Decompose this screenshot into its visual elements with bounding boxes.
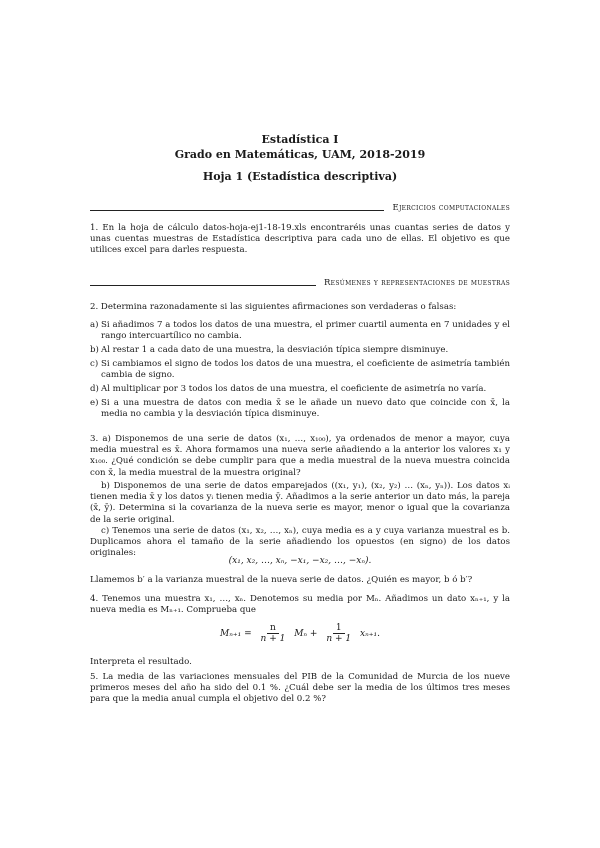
section-heading-computational: [90, 203, 510, 213]
exercise-4-equation: Mₙ₊₁ = $\frac{n}{n + 1}$ Mₙ + $\frac{1}{n + 1}$ xₙ₊₁.: [220, 623, 380, 644]
exercise-2-item-c: c) Si cambiamos el signo de todos los datos de una muestra, el coeficiente de asimetría también cambia de signo.: [90, 359, 510, 381]
course-title: Estadística I: [261, 133, 339, 146]
exercise-4: 4. Tenemos una muestra x₁, …, xₙ. Denotemos su media por Mₙ. Añadimos un dato xₙ₊₁, y la nueva media es Mₙ₊₁. Comprueba que: [90, 594, 510, 616]
exercise-4-interpret: Interpreta el resultado.: [90, 657, 192, 667]
exercise-3-question: Llamemos b′ a la varianza muestral de la nueva serie de datos. ¿Quién es mayor, b ó b′?: [90, 575, 473, 585]
fraction-1-over-n-plus-1: $\frac{1}{n + 1}$: [326, 623, 352, 644]
degree-title: Grado en Matemáticas, UAM, 2018-2019: [174, 148, 426, 161]
section-title: Resúmenes y representaciones de muestras: [323, 278, 510, 288]
exercise-5: 5. La media de las variaciones mensuales del PIB de la Comunidad de Murcia de los nueve primeros meses del año ha sido del 0.1 %. ¿Cuál debe ser la media de los últimos tres meses para que la media anual cumpla el objetivo del 0.2 %?: [90, 672, 510, 705]
section-rule: [90, 285, 316, 286]
exercise-3b: b) Disponemos de una serie de datos emparejados ((x₁, y₁), (x₂, y₂) … (xₙ, yₙ)). Los datos xᵢ tienen media x̄ y los datos yᵢ tienen media ȳ. Añadimos a la serie anterior un dato más, la pareja (x̄, ȳ). Determina si la covarianza de la nueva serie es mayor, menor o igual que la covarianza de la serie original.: [90, 481, 510, 525]
exercise-3a: 3. a) Disponemos de una serie de datos (x₁, …, x₁₀₀), ya ordenados de menor a mayor, cuya media muestral es x̄. Ahora formamos una nueva serie añadiendo a la anterior los valores x₁ y x₁₀₀. ¿Qué condición se debe cumplir para que a media muestral de la nueva muestra coincida con x̄, la media muestral de la muestra original?: [90, 434, 510, 478]
exercise-2-item-e: e) Si a una muestra de datos con media x̄ se le añade un nuevo dato que coincide con x̄, la media no cambia y la desviación típica disminuye.: [90, 398, 510, 420]
exercise-2-item-a: a) Si añadimos 7 a todos los datos de una muestra, el primer cuartil aumenta en 7 unidades y el rango intercuartílico no cambia.: [90, 320, 510, 342]
section-title: Ejercicios computacionales: [392, 203, 510, 213]
exercise-2-item-b: b) Al restar 1 a cada dato de una muestra, la desviación típica siempre disminuye.: [90, 345, 449, 355]
section-rule: [90, 210, 384, 211]
section-heading-summaries: [90, 278, 510, 288]
exercise-3c: c) Tenemos una serie de datos (x₁, x₂, …, xₙ), cuya media es a y cuya varianza muestral es b. Duplicamos ahora el tamaño de la serie añadiendo los opuestos (en signo) de los datos originales:: [90, 526, 510, 559]
sheet-title: Hoja 1 (Estadística descriptiva): [202, 170, 398, 183]
exercise-2-intro: 2. Determina razonadamente si las siguientes afirmaciones son verdaderas o falsas:: [90, 302, 457, 312]
fraction-n-over-n-plus-1: $\frac{n}{n + 1}$: [260, 623, 286, 644]
exercise-1: 1. En la hoja de cálculo datos-hoja-ej1-18-19.xls encontraréis unas cuantas series de datos y unas cuentas muestras de Estadística descriptiva para cada uno de ellas. El objetivo es que utilices excel para darles respuesta.: [90, 223, 510, 256]
exercise-2-item-d: d) Al multiplicar por 3 todos los datos de una muestra, el coeficiente de asimetría no varía.: [90, 384, 487, 394]
exercise-3-equation: (x₁, x₂, …, xₙ, −x₁, −x₂, …, −xₙ).: [228, 556, 372, 566]
